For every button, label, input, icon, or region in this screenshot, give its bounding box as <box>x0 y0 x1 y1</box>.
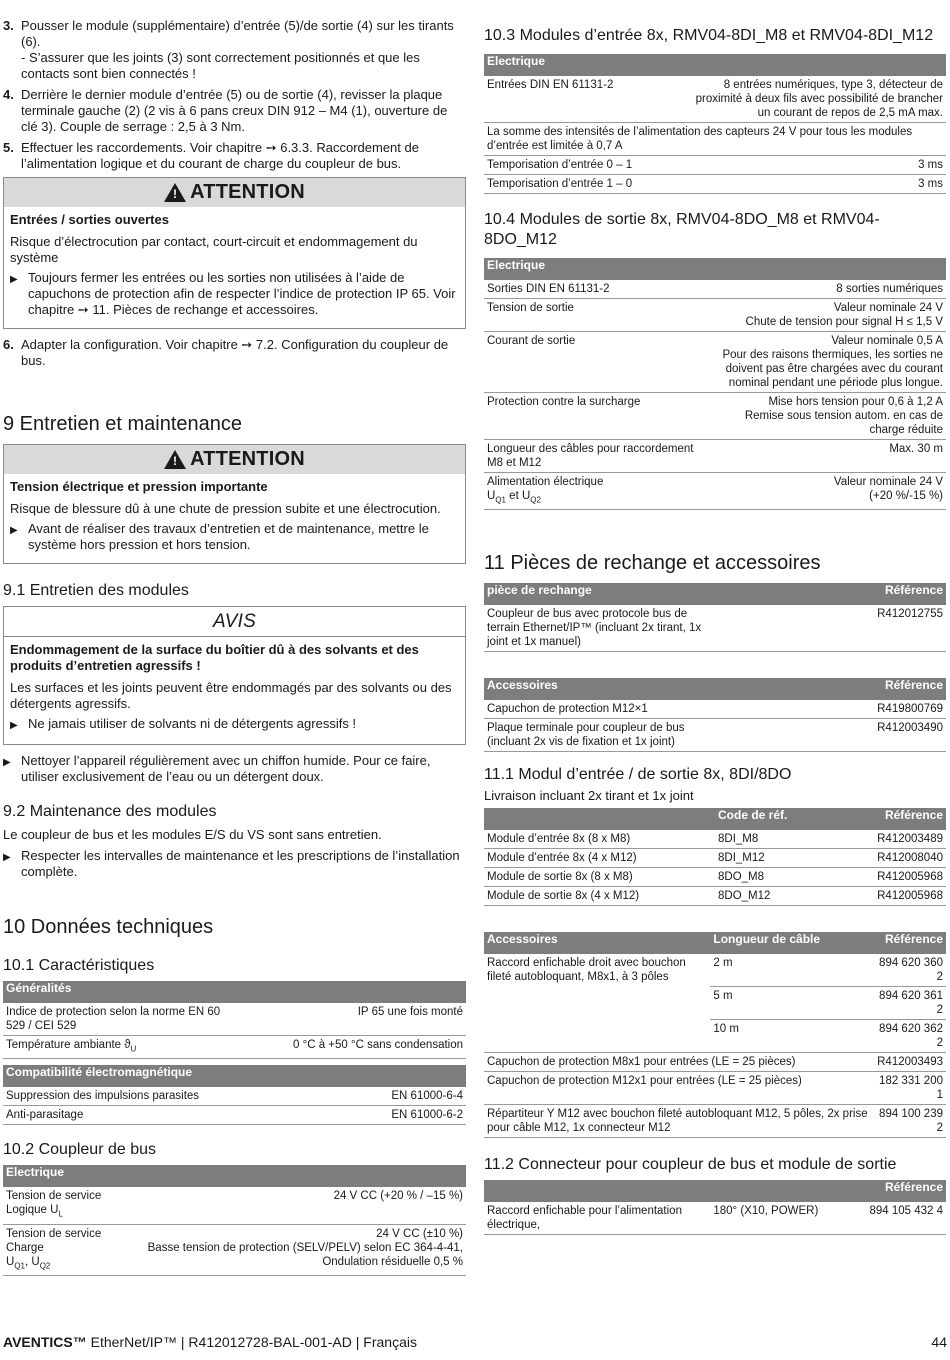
page-footer: AVENTICS™ EtherNet/IP™ | R412012728-BAL-001-AD | Français 44 <box>3 1334 947 1350</box>
table-row: Température ambiante $ϑ_U$ 0 °C à +50 °C sans condensation <box>3 1036 466 1059</box>
table-row: 10 m 894 620 362 2 <box>484 1020 946 1053</box>
section-11-2-title: 11.2 Connecteur pour coupleur de bus et module de sortie <box>484 1156 897 1174</box>
step-3: 3. Pousser le module (supplémentaire) d’entrée (5)/de sortie (4) sur les tirants (6). - S’assurer que les joints (3) sont correctement positionnés et que les contacts sont bien connectés ! <box>3 18 454 81</box>
table-row: La somme des intensités de l’alimentation des capteurs 24 V pour tous les modules d’entrée est limitée à 0,7 A <box>484 123 946 156</box>
section-9-2-title: 9.2 Maintenance des modules <box>3 803 217 820</box>
attention-title: Tension électrique et pression importante <box>10 479 268 494</box>
avis-text: Les surfaces et les joints peuvent être endommagés par des solvants ou des détergents agressifs. <box>10 680 452 711</box>
section-10-title: 10 Données techniques <box>3 916 214 938</box>
accessories-table: Accessoires Référence Capuchon de protection M12×1 R419800769 Plaque terminale pour coupleur de bus (incluant 2x vis de fixation et 1x joint) R412003490 <box>484 678 946 752</box>
maintenance-bullet-2: ▶ Respecter les intervalles de maintenance et les prescriptions de l’installation complète. <box>3 848 460 879</box>
attention-header: ! ATTENTION <box>4 178 465 207</box>
arrow-bullet-icon: ▶ <box>10 720 18 731</box>
avis-title: Endommagement de la surface du boîtier dû à des solvants et des produits d’entretien agressifs ! <box>10 642 419 673</box>
attention-text: Risque de blessure dû à une chute de pression subite et une électrocution. <box>10 501 441 516</box>
table-row: Entrées DIN EN 61131-2 8 entrées numériques, type 3, détecteur de proximité à deux fils avec possibilité de brancher un courant de repos de 2,5 mA max. <box>484 76 946 123</box>
arrow-bullet-icon: ▶ <box>3 757 11 768</box>
table-row: Module d’entrée 8x (4 x M12) 8DI_M12 R412008040 <box>484 849 946 868</box>
table-row: Capuchon de protection M8x1 pour entrées (LE = 25 pièces) R412003493 <box>484 1053 946 1072</box>
table-row: Tension de service Logique $U_L$ 24 V CC (+20 % / –15 %) <box>3 1187 466 1224</box>
table-row: Tension de service Charge $U_{Q1}$, $U_{Q2}$ 24 V CC (±10 %) Basse tension de protection (SELV/PELV) selon EC 364-4-41, Ondulation résiduelle 0,5 % <box>3 1224 466 1275</box>
table-row: Plaque terminale pour coupleur de bus (incluant 2x vis de fixation et 1x joint) R412003490 <box>484 719 946 752</box>
table-row: Module de sortie 8x (4 x M12) 8DO_M12 R412005968 <box>484 887 946 906</box>
table-row: Module de sortie 8x (8 x M8) 8DO_M8 R412005968 <box>484 868 946 887</box>
section-10-3-title: 10.3 Modules d’entrée 8x, RMV04-8DI_M8 et RMV04-8DI_M12 <box>484 27 934 44</box>
characteristics-table: Généralités Indice de protection selon la norme EN 60 529 / CEI 529 IP 65 une fois monté Température ambiante $ϑ_U$ 0 °C à +50 °C sans condensation Compatibilité électromagnétique Suppression des impulsions parasites EN 61000-6-4 Anti-parasitage EN 61000-6-2 <box>3 981 466 1125</box>
step-5: 5. Effectuer les raccordements. Voir chapitre ➙ 6.3.3. Raccordement de l’alimentation logique et du courant de charge du coupleur de bus. <box>3 140 419 171</box>
delivery-note: Livraison incluant 2x tirant et 1x joint <box>484 788 694 804</box>
section-10-4-title: 10.4 Modules de sortie 8x, RMV04-8DO_M8 et RMV04-8DO_M12 <box>484 211 880 248</box>
table-row: Tension de sortie Valeur nominale 24 V Chute de tension pour signal H ≤ 1,5 V <box>484 299 946 332</box>
table-row: Raccord enfichable pour l’alimentation électrique, 180° (X10, POWER) 894 105 432 4 <box>484 1202 946 1235</box>
table-row: Temporisation d’entrée 0 – 1 3 ms <box>484 156 946 175</box>
arrow-bullet-icon: ▶ <box>10 525 18 536</box>
table-row: Sorties DIN EN 61131-2 8 sorties numériques <box>484 280 946 299</box>
section-9-title: 9 Entretien et maintenance <box>3 413 243 435</box>
attention-text: Risque d’électrocution par contact, court-circuit et endommagement du système <box>10 234 418 265</box>
avis-box <box>3 606 466 745</box>
step-6: 6. Adapter la configuration. Voir chapitre ➙ 7.2. Configuration du coupleur de bus. <box>3 337 449 368</box>
attention-bullet: ▶ Toujours fermer les entrées ou les sorties non utilisées à l’aide de capuchons de protection afin de respecter l’indice de protection IP 65. Voir chapitre ➙ 11. Pièces de rechange et accessoires. <box>10 270 456 317</box>
avis-bullet: ▶ Ne jamais utiliser de solvants ni de détergents agressifs ! <box>10 716 459 734</box>
left-column <box>3 18 466 1276</box>
section-10-1-title: 10.1 Caractéristiques <box>3 957 155 974</box>
bus-coupler-table: Electrique Tension de service Logique $U_L$ 24 V CC (+20 % / –15 %) Tension de service Charge $U_{Q1}$, $U_{Q2}$ 24 V CC (±10 %) Basse tension de protection (SELV/PELV) selon EC 364-4-41, Ondulation résiduelle 0,5 % <box>3 1165 466 1276</box>
attention-box-pressure <box>3 444 466 564</box>
maintenance-text: Le coupleur de bus et les modules E/S du VS sont sans entretien. <box>3 827 382 842</box>
arrow-bullet-icon: ▶ <box>10 274 18 285</box>
attention-bullet: ▶ Avant de réaliser des travaux d’entretien et de maintenance, mettre le système hors pression et hors tension. <box>10 521 429 552</box>
table-row: Module d’entrée 8x (8 x M8) 8DI_M8 R412003489 <box>484 830 946 849</box>
table-row: Indice de protection selon la norme EN 60 529 / CEI 529 IP 65 une fois monté <box>3 1003 466 1036</box>
table-row: Coupleur de bus avec protocole bus de terrain Ethernet/IP™ (incluant 2x tirant, 1x joint et 1x manuel) R412012755 <box>484 605 946 652</box>
attention-box-open-io <box>3 177 466 329</box>
section-10-2-title: 10.2 Coupleur de bus <box>3 1141 156 1159</box>
table-row: Temporisation d’entrée 1 – 0 3 ms <box>484 175 946 194</box>
section-9-1-title: 9.1 Entretien des modules <box>3 582 189 599</box>
table-row: Capuchon de protection M12×1 R419800769 <box>484 700 946 719</box>
section-11-title: 11 Pièces de rechange et accessoires <box>484 552 821 575</box>
right-column <box>484 26 946 1235</box>
table-row: Raccord enfichable droit avec bouchon fileté autobloquant, M8x1, à 3 pôles 2 m 894 620 360 2 <box>484 954 946 987</box>
table-row: Protection contre la surcharge Mise hors tension pour 0,6 à 1,2 A Remise sous tension autom. en cas de charge réduite <box>484 393 946 440</box>
step-4: 4. Derrière le dernier module d’entrée (5) ou de sortie (4), revisser la plaque terminale gauche (2) (2 vis à 6 pans creux DIN 912 – M4 (1), ouverture de clé 3). Couple de serrage : 2,5 à 3 Nm. <box>3 87 448 134</box>
arrow-bullet-icon: ▶ <box>3 852 11 863</box>
table-row: Alimentation électrique $U_{Q1}$ et $U_{Q2}$ Valeur nominale 24 V (+20 %/-15 %) <box>484 473 946 510</box>
cable-accessories-table: Accessoires Longueur de câble Référence Raccord enfichable droit avec bouchon fileté autobloquant, M8x1, à 3 pôles 2 m 894 620 360 2 5 m 894 620 361 2 10 m 894 620 362 2 Capuchon de protection M8x1 pour entrées (LE = 25 pièces) R412003493 Capuchon de protection M12x1 pour entrées (LE = 25 pièces) 182 331 200 1 Répartiteur Y M12 avec bouchon fileté autobloquant M12, 5 pôles, 2x prise pour câble M12, 1x connecteur M12 894 100 239 2 <box>484 932 946 1138</box>
table-row: Capuchon de protection M12x1 pour entrées (LE = 25 pièces) 182 331 200 1 <box>484 1072 946 1105</box>
brand-name: AVENTICS™ <box>3 1334 87 1350</box>
page-number: 44 <box>931 1334 947 1350</box>
table-row: Anti-parasitage EN 61000-6-2 <box>3 1106 466 1125</box>
io-modules-table: Code de réf. Référence Module d’entrée 8x (8 x M8) 8DI_M8 R412003489 Module d’entrée 8x (4 x M12) 8DI_M12 R412008040 Module de sortie 8x (8 x M8) 8DO_M8 R412005968 Module de sortie 8x (4 x M12) 8DO_M12 R412005968 <box>484 808 946 906</box>
warning-triangle-icon: ! <box>164 183 186 202</box>
avis-header: AVIS <box>4 607 465 637</box>
warning-triangle-icon: ! <box>164 450 186 469</box>
spare-parts-table: pièce de rechange Référence Coupleur de bus avec protocole bus de terrain Ethernet/IP™ (incluant 2x tirant, 1x joint et 1x manuel) R412012755 <box>484 583 946 652</box>
table-row: Suppression des impulsions parasites EN 61000-6-4 <box>3 1087 466 1106</box>
attention-header: ! ATTENTION <box>4 445 465 474</box>
attention-title: Entrées / sorties ouvertes <box>10 212 169 227</box>
connector-table: Référence Raccord enfichable pour l’alimentation électrique, 180° (X10, POWER) 894 105 432 4 <box>484 1180 946 1235</box>
table-row: Courant de sortie Valeur nominale 0,5 A Pour des raisons thermiques, les sorties ne doivent pas être chargées avec du courant nominal pendant une période plus longue. <box>484 332 946 393</box>
table-row: Longueur des câbles pour raccordement M8 et M12 Max. 30 m <box>484 440 946 473</box>
maintenance-bullet: ▶ Nettoyer l’appareil régulièrement avec un chiffon humide. Pour ce faire, utiliser exclusivement de l’eau ou un détergent doux. <box>3 753 431 784</box>
output-modules-table: Electrique Sorties DIN EN 61131-2 8 sorties numériques Tension de sortie Valeur nominale 24 V Chute de tension pour signal H ≤ 1,5 V Courant de sortie Valeur nominale 0,5 A Pour des raisons thermiques, les sorties ne doivent pas être chargées avec du courant nominal pendant une période plus longue. Protection contre la surcharge Mise hors tension pour 0,6 à 1,2 A Remise sous tension autom. en cas de charge réduite Longueur des câbles pour raccordement M8 et M12 Max. 30 m Alimentation électrique $U_{Q1}$ et $U_{Q2}$ Valeur nominale 24 V (+20 %/-15 %) <box>484 258 946 510</box>
input-modules-table: Electrique Entrées DIN EN 61131-2 8 entrées numériques, type 3, détecteur de proximité à deux fils avec possibilité de brancher un courant de repos de 2,5 mA max. La somme des intensités de l’alimentation des capteurs 24 V pour tous les modules d’entrée est limitée à 0,7 A Temporisation d’entrée 0 – 1 3 ms Temporisation d’entrée 1 – 0 3 ms <box>484 54 946 194</box>
table-row: 5 m 894 620 361 2 <box>484 987 946 1020</box>
table-row: Répartiteur Y M12 avec bouchon fileté autobloquant M12, 5 pôles, 2x prise pour câble M12, 1x connecteur M12 894 100 239 2 <box>484 1105 946 1138</box>
section-11-1-title: 11.1 Modul d’entrée / de sortie 8x, 8DI/8DO <box>484 766 792 784</box>
